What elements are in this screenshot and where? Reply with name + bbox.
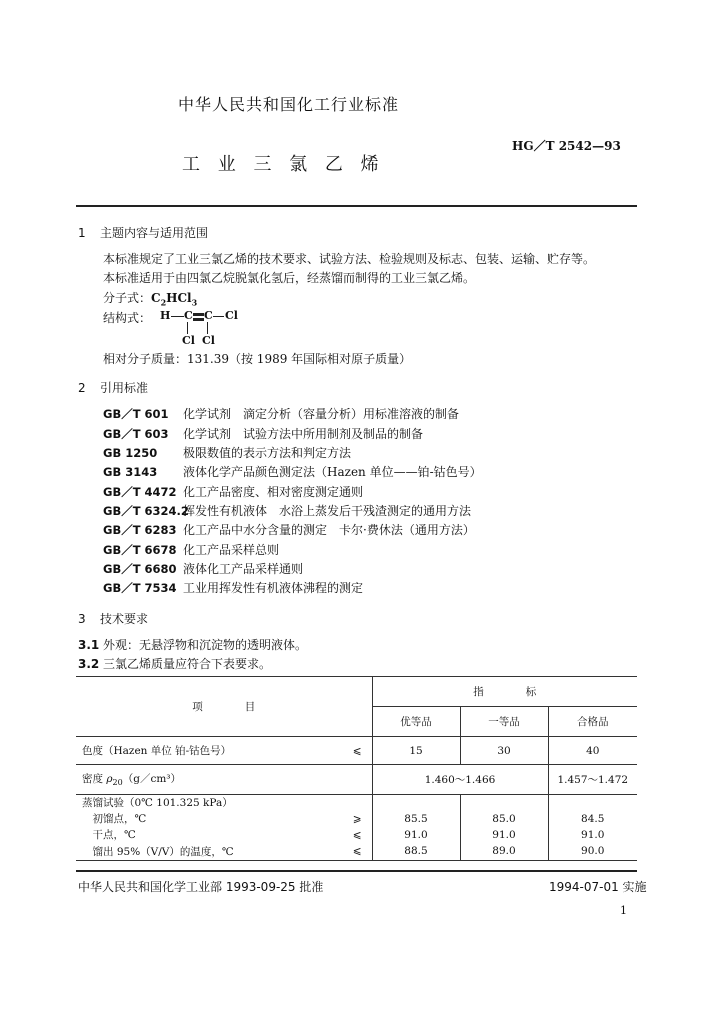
reference-item — [103, 463, 482, 480]
clause-3-2 — [78, 655, 271, 672]
bond-line-vertical — [187, 322, 188, 334]
clause-number: 3.1 — [78, 638, 100, 652]
reference-title: 化学试剂 滴定分析（容量分析）用标准溶液的制备 — [183, 407, 460, 421]
struct-c2: C — [204, 309, 213, 322]
approval-line: 中华人民共和国化学工业部 1993-09-25 批准 — [78, 880, 324, 894]
formula-label: 分子式： — [103, 291, 152, 305]
section-number: 1 — [78, 226, 86, 240]
formula-hcl-sub: 3 — [191, 297, 198, 308]
section-1-heading — [78, 224, 208, 241]
header-index: 指 标 — [372, 677, 637, 707]
reference-code: GB／T 6680 — [103, 562, 177, 576]
reference-code: GB 3143 — [103, 465, 158, 479]
reference-title: 挥发性有机液体 水浴上蒸发后干残渣测定的通用方法 — [183, 504, 472, 518]
value-qualified: 84.5 — [548, 811, 637, 827]
section-3-heading — [78, 610, 148, 627]
clause-number: 3.2 — [78, 657, 100, 671]
reference-code: GB／T 601 — [103, 407, 169, 421]
reference-code: GB／T 603 — [103, 427, 169, 441]
table-row — [76, 765, 637, 795]
structure-label: 结构式： — [103, 311, 152, 325]
row-item: 初馏点，℃ — [82, 813, 147, 825]
reference-title: 化学试剂 试验方法中所用制剂及制品的制备 — [183, 427, 424, 441]
value-qualified — [548, 795, 637, 811]
reference-item — [103, 425, 423, 442]
reference-item — [103, 444, 351, 461]
grade-qualified: 合格品 — [548, 707, 637, 737]
section-number: 2 — [78, 381, 86, 395]
reference-code: GB／T 7534 — [103, 581, 177, 595]
value-superior: 91.0 — [372, 827, 460, 843]
row-item: 馏出 95%（V/V）的温度，℃ — [76, 843, 331, 861]
molecular-formula — [103, 289, 197, 307]
paragraph: 本标准规定了工业三氯乙烯的技术要求、试验方法、检验规则及标志、包装、运输、贮存等。 — [103, 252, 596, 266]
formula-hcl: HCl — [166, 291, 192, 305]
formula-c: C — [151, 291, 161, 305]
clause-text: 外观：无悬浮物和沉淀物的透明液体。 — [103, 638, 308, 652]
value-superior: 85.5 — [372, 811, 460, 827]
value-qualified: 1.457～1.472 — [548, 765, 637, 795]
value-superior-first: 1.460～1.466 — [372, 765, 548, 795]
page-number: 1 — [620, 904, 627, 917]
row-symbol: ⩽ — [331, 843, 372, 861]
table-row — [76, 827, 637, 843]
grade-superior: 优等品 — [372, 707, 460, 737]
row-symbol: ⩾ — [331, 811, 372, 827]
reference-code: GB／T 6678 — [103, 543, 177, 557]
struct-h: H — [160, 309, 171, 322]
value-superior: 15 — [372, 737, 460, 765]
struct-c1: C — [184, 309, 193, 322]
section-title: 引用标准 — [100, 381, 149, 395]
double-bond-top — [193, 313, 204, 316]
struct-cl-right: Cl — [225, 309, 238, 322]
molecular-mass: 相对分子质量：131.39（按 1989 年国际相对原子质量） — [103, 352, 412, 366]
footer-rule — [76, 870, 637, 872]
grade-first: 一等品 — [460, 707, 548, 737]
reference-title: 化工产品中水分含量的测定 卡尔·费休法（通用方法） — [183, 523, 475, 537]
header-item: 项 目 — [76, 677, 372, 737]
reference-code: GB 1250 — [103, 446, 158, 460]
implementation-date: 1994-07-01 实施 — [549, 880, 647, 894]
formula-c-sub: 2 — [160, 297, 167, 308]
reference-code: GB／T 6283 — [103, 523, 177, 537]
row-item: 密度 $\rho_{20}(g/cm^3)$ — [76, 765, 331, 795]
reference-title: 极限数值的表示方法和判定方法 — [183, 446, 352, 460]
section-2-heading — [78, 379, 148, 396]
document-title: 工 业 三 氯 乙 烯 — [182, 154, 385, 175]
reference-item — [103, 560, 303, 577]
bond-line-vertical — [207, 322, 208, 334]
row-item: 干点，℃ — [82, 829, 136, 841]
reference-title: 化工产品采样总则 — [183, 543, 280, 557]
row-item: 蒸馏试验（0℃ 101.325 kPa） — [76, 795, 331, 811]
value-qualified: 91.0 — [548, 827, 637, 843]
reference-item — [103, 541, 279, 558]
reference-title: 工业用挥发性有机液体沸程的测定 — [183, 581, 364, 595]
row-symbol: ⩽ — [331, 737, 372, 765]
value-qualified: 40 — [548, 737, 637, 765]
value-first: 89.0 — [460, 843, 548, 861]
paragraph: 本标准适用于由四氯乙烷脱氯化氢后，经蒸馏而制得的工业三氯乙烯。 — [103, 271, 476, 285]
value-first: 30 — [460, 737, 548, 765]
reference-item — [103, 502, 471, 519]
quality-spec-table — [76, 676, 637, 861]
reference-item — [103, 579, 363, 596]
row-symbol — [331, 795, 372, 811]
value-superior: 88.5 — [372, 843, 460, 861]
row-symbol: ⩽ — [331, 827, 372, 843]
value-superior — [372, 795, 460, 811]
struct-cl-bottom: Cl — [182, 334, 195, 347]
reference-title: 液体化工产品采样通则 — [183, 562, 304, 576]
table-row — [76, 795, 637, 811]
table-row — [76, 843, 637, 861]
reference-code: GB／T 6324.2 — [103, 504, 189, 518]
section-title: 主题内容与适用范围 — [100, 226, 209, 240]
double-bond-bottom — [193, 318, 204, 321]
reference-title: 化工产品密度、相对密度测定通则 — [183, 485, 364, 499]
clause-3-1 — [78, 636, 307, 653]
table-row — [76, 811, 637, 827]
standard-code: HG／T 2542—93 — [512, 139, 621, 153]
row-symbol — [331, 765, 372, 795]
reference-item — [103, 521, 475, 538]
clause-text: 三氯乙烯质量应符合下表要求。 — [103, 657, 272, 671]
section-number: 3 — [78, 612, 86, 626]
reference-title: 液体化学产品颜色测定法（Hazen 单位——铂-钴色号） — [183, 465, 482, 479]
row-item: 色度（Hazen 单位 铂-钴色号） — [76, 737, 331, 765]
table-row — [76, 737, 637, 765]
reference-item — [103, 405, 459, 422]
bond-line — [171, 316, 184, 317]
reference-item — [103, 483, 363, 500]
bond-line — [213, 316, 224, 317]
reference-code: GB／T 4472 — [103, 485, 177, 499]
value-qualified: 90.0 — [548, 843, 637, 861]
struct-cl-bottom: Cl — [202, 334, 215, 347]
value-first: 85.0 — [460, 811, 548, 827]
value-first: 91.0 — [460, 827, 548, 843]
org-title: 中华人民共和国化工行业标准 — [178, 95, 400, 114]
section-title: 技术要求 — [100, 612, 149, 626]
value-first — [460, 795, 548, 811]
header-rule — [76, 205, 637, 207]
